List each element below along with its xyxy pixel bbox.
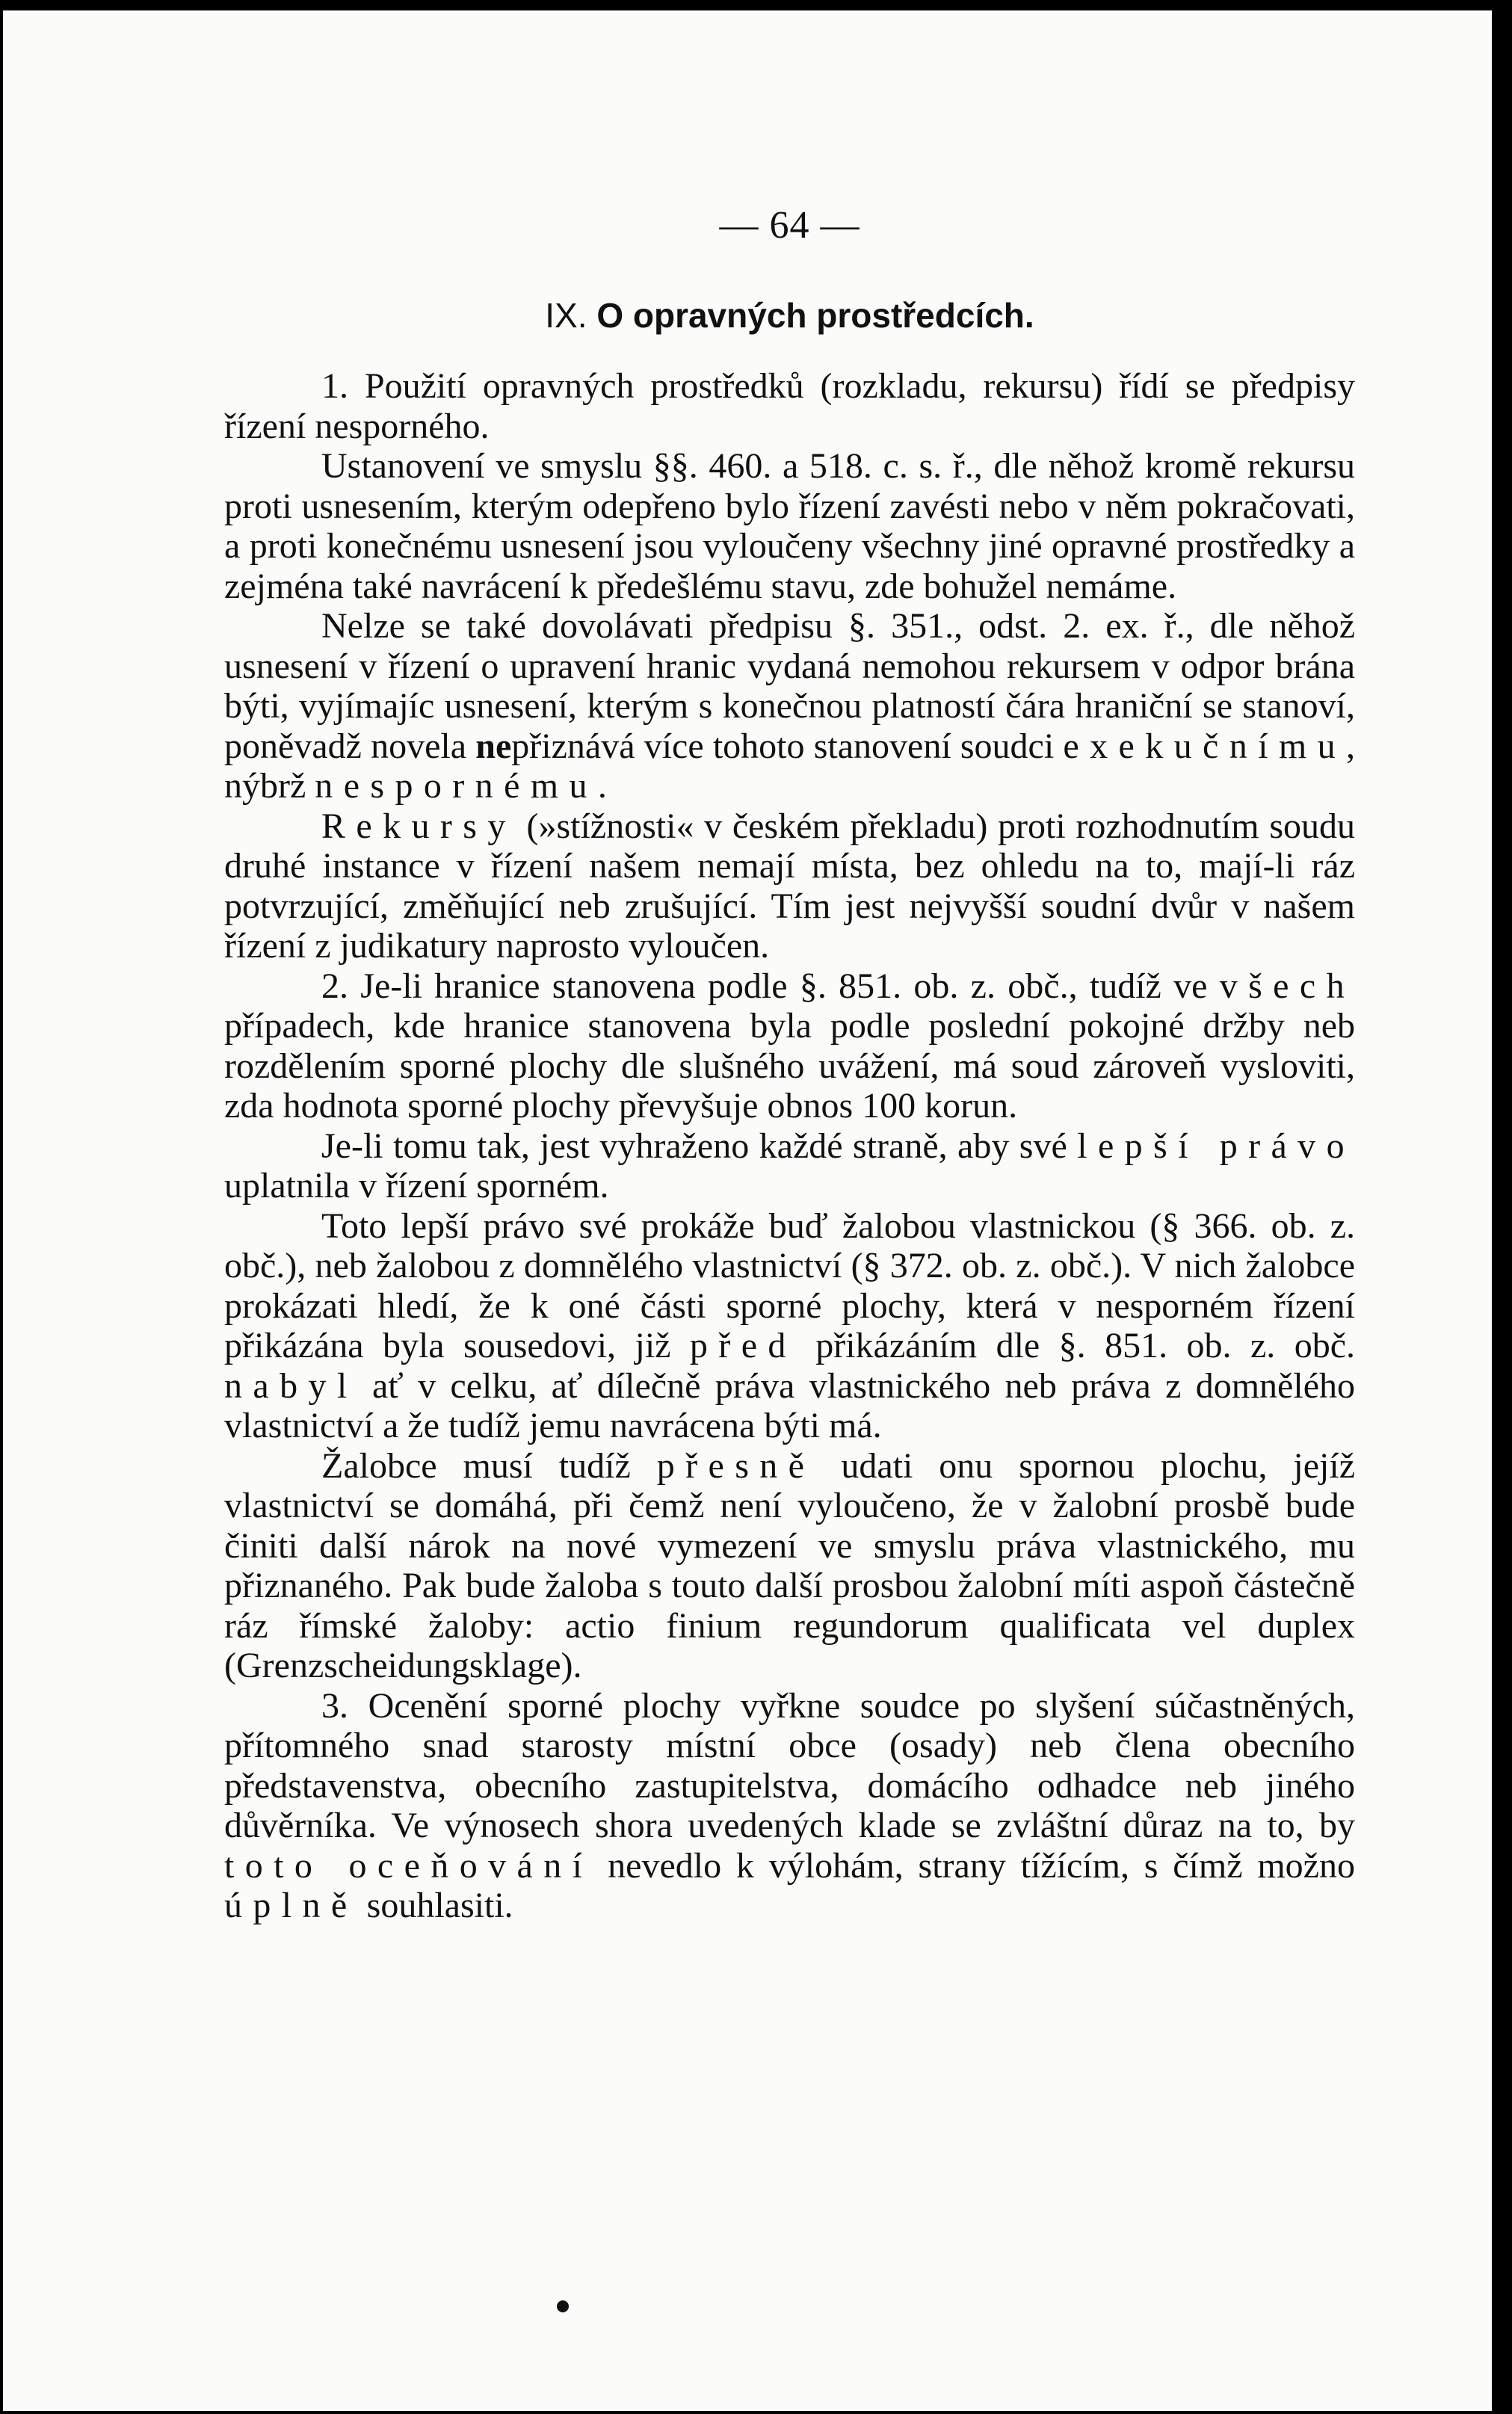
- paragraph-3-text-e: , nýbrž: [224, 726, 1355, 806]
- paragraph-7-spaced-nabyl: nabyl: [224, 1365, 358, 1406]
- paragraph-7-text-a: Toto lepší právo své prokáže buď žalobou vlastnickou (§ 366. ob. z. obč.), neb žalobou z domnělého vlastnictví (§ 372. ob. z. obč.). V nich žalobce prokázati hledí, že k oné části sporné plochy, která v nesporném řízení přikázána byla sousedovi, již: [224, 1206, 1355, 1365]
- page-text: [224, 203, 1355, 1926]
- paragraph-3-spaced-nespornemu: nespornému: [315, 766, 598, 806]
- paragraph-2: Ustanovení ve smyslu §§. 460. a 518. c. s. ř., dle něhož kromě rekursu proti usnesením, kterým odepřeno bylo řízení zavésti nebo v něm pokračovati, a proti konečnému usnesení jsou vyloučeny všechny jiné opravné prostředky a zejména také navrácení k předešlému stavu, zde bohužel nemáme.: [224, 446, 1355, 606]
- paragraph-4-spaced-rekursy: Rekursy: [321, 806, 516, 846]
- paragraph-3-spaced-exekucnimu: exekučnímu: [1063, 726, 1346, 766]
- paragraph-6-spaced-lepsi-pravo: lepší právo: [1077, 1126, 1355, 1166]
- paragraph-9: [224, 1686, 1355, 1926]
- paragraph-5-text-a: 2. Je-li hranice stanovena podle §. 851. ob. z. obč., tudíž ve: [321, 966, 1220, 1006]
- paragraph-3-bold-ne: ne: [475, 726, 512, 766]
- paragraph-8-text-c: udati onu spornou plochu, jejíž vlastnictví se domáhá, při čemž není vyloučeno, že v žalobní prosbě bude činiti další nárok na nové vymezení ve smyslu práva vlastnického, mu přiznaného. Pak bude žaloba s touto další prosbou žalobní míti aspoň částečně ráz římské žaloby: actio finium regundorum qualificata vel duplex (Grenzscheidungsklage).: [224, 1445, 1355, 1685]
- paragraph-3-text-c: přiznává více tohoto stanovení soudci: [511, 726, 1064, 766]
- paragraph-4: [224, 806, 1355, 966]
- paragraph-9-spaced-uplne: úplně: [224, 1886, 358, 1925]
- paragraph-9-text-e: souhlasiti.: [357, 1886, 513, 1925]
- paragraph-7-text-c: přikázáním dle §. 851. ob. z. obč.: [796, 1326, 1356, 1365]
- paragraph-9-text-c: nevedlo k výlohám, strany tížícím, s čímž možno: [593, 1845, 1355, 1886]
- paragraph-6-text-a: Je-li tomu tak, jest vyhraženo každé straně, aby své: [321, 1126, 1078, 1166]
- paragraph-7: [224, 1206, 1355, 1446]
- paragraph-8: [224, 1446, 1355, 1686]
- paragraph-5: [224, 966, 1355, 1126]
- footer-bullet-mark: [557, 2300, 569, 2312]
- paragraph-4-text-b: (»stížnosti« v českém překladu) proti rozhodnutím soudu druhé instance v řízení našem nemají místa, bez ohledu na to, mají-li ráz potvrzující, změňující neb zrušující. Tím jest nejvyšší soudní dvůr v našem řízení z judikatury naprosto vyloučen.: [224, 806, 1355, 966]
- paragraph-6: [224, 1126, 1355, 1206]
- page-number: — 64 —: [719, 204, 860, 247]
- paragraph-7-text-e: ať v celku, ať dílečně práva vlastnického neb práva z domnělého vlastnictví a že tudíž jemu navrácena býti má.: [224, 1365, 1355, 1445]
- paragraph-3: [224, 606, 1355, 806]
- paragraph-5-spaced-vsech: všech: [1219, 966, 1355, 1006]
- paragraph-9-spaced-toto-ocenovani: toto oceňování: [224, 1845, 593, 1886]
- chapter-number: IX.: [545, 296, 587, 335]
- paragraph-7-spaced-pred: před: [689, 1326, 797, 1365]
- paragraph-1: 1. Použití opravných prostředků (rozkladu, rekursu) řídí se předpisy řízení nesporného.: [224, 366, 1355, 446]
- paragraph-9-text-a: 3. Ocenění sporné plochy vyřkne soudce po slyšení súčastněných, přítomného snad starosty místní obce (osady) neb člena obecního představenstva, obecního zastupitelstva, domácího odhadce neb jiného důvěrníka. Ve výnosech shora uvedených klade se zvláštní důraz na to, by: [224, 1685, 1355, 1845]
- paragraph-3-text-g: .: [597, 766, 607, 806]
- paragraph-6-text-c: uplatnila v řízení sporném.: [224, 1166, 609, 1206]
- paragraph-8-spaced-presne: přesně: [656, 1445, 815, 1486]
- paragraph-8-text-a: Žalobce musí tudíž: [321, 1445, 657, 1486]
- paragraph-3-text-a: Nelze se také dovolávati předpisu §. 351., odst. 2. ex. ř., dle něhož usnesení v řízení o upravení hranic vydaná nemohou rekursem v odpor brána býti, vyjímajíc usnesení, kterým s konečnou platností čára hraniční se stanoví, poněvadž novela: [224, 606, 1355, 766]
- chapter-title: O opravných prostředcích.: [596, 296, 1034, 335]
- paragraph-5-text-c: případech, kde hranice stanovena byla podle poslední pokojné držby neb rozdělením sporné plochy dle slušného uvážení, má soud zároveň vysloviti, zda hodnota sporné plochy převyšuje obnos 100 korun.: [224, 1006, 1355, 1126]
- chapter-heading: [224, 293, 1355, 338]
